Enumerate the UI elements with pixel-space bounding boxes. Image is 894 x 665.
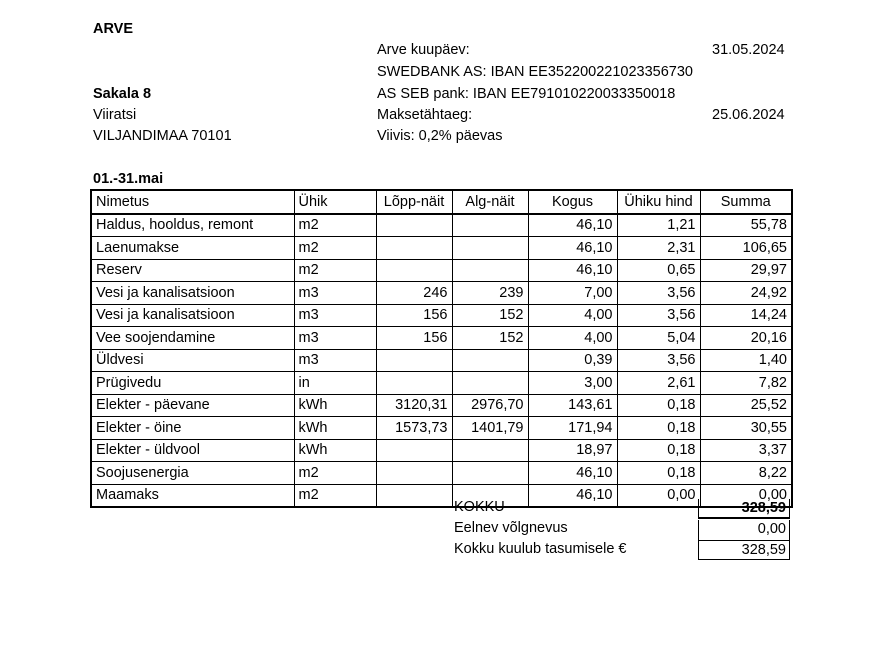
table-cell: 24,92	[700, 282, 792, 305]
table-cell	[376, 349, 452, 372]
table-cell: 0,39	[528, 349, 617, 372]
table-cell: 1,21	[617, 214, 700, 237]
table-cell: 29,97	[700, 259, 792, 282]
table-cell: 3,00	[528, 372, 617, 395]
table-cell: 0,00	[700, 484, 792, 507]
table-cell: Elekter - üldvool	[91, 439, 294, 462]
table-cell: 2,61	[617, 372, 700, 395]
table-cell: Haldus, hooldus, remont	[91, 214, 294, 237]
header-cell: Nimetus	[91, 190, 294, 214]
header-cell: Summa	[700, 190, 792, 214]
table-cell: 20,16	[700, 327, 792, 350]
table-header-row	[91, 190, 792, 214]
table-cell: m3	[294, 304, 376, 327]
table-cell: 5,04	[617, 327, 700, 350]
table-cell: 0,00	[617, 484, 700, 507]
table-cell: 2976,70	[452, 394, 528, 417]
invoice-date-label: Arve kuupäev:	[377, 42, 470, 58]
table-cell	[452, 349, 528, 372]
table-cell: m2	[294, 484, 376, 507]
table-cell: m2	[294, 214, 376, 237]
table-cell: kWh	[294, 417, 376, 440]
table-cell: m3	[294, 349, 376, 372]
table-cell: 1401,79	[452, 417, 528, 440]
table-cell	[376, 484, 452, 507]
table-cell: 8,22	[700, 462, 792, 485]
table-cell: Vesi ja kanalisatsioon	[91, 304, 294, 327]
table-cell: 4,00	[528, 304, 617, 327]
table-cell: 25,52	[700, 394, 792, 417]
table-cell: Reserv	[91, 259, 294, 282]
header-cell: Lõpp-näit	[376, 190, 452, 214]
total-value: 328,59	[698, 499, 790, 519]
table-cell: m2	[294, 237, 376, 260]
table-cell: 7,00	[528, 282, 617, 305]
table-cell: Maamaks	[91, 484, 294, 507]
table-cell: 143,61	[528, 394, 617, 417]
table-cell: 46,10	[528, 214, 617, 237]
table-cell: Laenumakse	[91, 237, 294, 260]
table-cell	[452, 462, 528, 485]
table-cell: 46,10	[528, 462, 617, 485]
table-cell: 152	[452, 327, 528, 350]
table-cell	[376, 439, 452, 462]
table-cell: 246	[376, 282, 452, 305]
table-cell: 1,40	[700, 349, 792, 372]
table-cell: 3,56	[617, 349, 700, 372]
invoice-table	[90, 189, 793, 508]
table-row	[91, 282, 792, 305]
header-cell: Kogus	[528, 190, 617, 214]
table-cell: 4,00	[528, 327, 617, 350]
previous-debt-value: 0,00	[698, 520, 790, 540]
address-city: Viiratsi	[93, 107, 137, 123]
table-row	[91, 237, 792, 260]
table-cell: Elekter - öine	[91, 417, 294, 440]
table-cell	[376, 259, 452, 282]
table-row	[91, 349, 792, 372]
table-cell: 1573,73	[376, 417, 452, 440]
bank-account-swedbank: SWEDBANK AS: IBAN EE352200221023356730	[377, 64, 693, 80]
table-row	[91, 259, 792, 282]
total-label: KOKKU	[454, 499, 505, 515]
table-row	[91, 304, 792, 327]
billing-period: 01.-31.mai	[93, 171, 164, 187]
table-cell: 0,18	[617, 394, 700, 417]
previous-debt-label: Eelnev võlgnevus	[454, 520, 568, 536]
table-cell: 3,56	[617, 304, 700, 327]
header-cell: Alg-näit	[452, 190, 528, 214]
header-cell: Ühiku hind	[617, 190, 700, 214]
table-cell: in	[294, 372, 376, 395]
address-street: Sakala 8	[93, 86, 152, 102]
table-cell: 30,55	[700, 417, 792, 440]
table-cell	[376, 237, 452, 260]
table-cell: m3	[294, 327, 376, 350]
invoice-title: ARVE	[93, 21, 134, 37]
table-cell: 0,18	[617, 462, 700, 485]
table-cell: 7,82	[700, 372, 792, 395]
table-cell: 2,31	[617, 237, 700, 260]
table-row	[91, 214, 792, 237]
table-cell: 18,97	[528, 439, 617, 462]
table-cell: Üldvesi	[91, 349, 294, 372]
due-date-value: 25.06.2024	[712, 107, 785, 123]
table-row	[91, 372, 792, 395]
payable-label: Kokku kuulub tasumisele €	[454, 541, 627, 557]
payable-value: 328,59	[698, 540, 790, 560]
table-row	[91, 394, 792, 417]
table-cell: m2	[294, 462, 376, 485]
table-cell	[376, 462, 452, 485]
invoice-date-value: 31.05.2024	[712, 42, 785, 58]
table-cell: Elekter - päevane	[91, 394, 294, 417]
table-row	[91, 439, 792, 462]
table-cell: 46,10	[528, 237, 617, 260]
table-cell: m2	[294, 259, 376, 282]
table-cell: Vesi ja kanalisatsioon	[91, 282, 294, 305]
table-cell	[376, 214, 452, 237]
table-cell: Vee soojendamine	[91, 327, 294, 350]
table-cell: 156	[376, 327, 452, 350]
table-cell: 156	[376, 304, 452, 327]
address-county: VILJANDIMAA 70101	[93, 128, 232, 144]
penalty-rate: Viivis: 0,2% päevas	[377, 128, 503, 144]
table-cell: kWh	[294, 394, 376, 417]
table-cell: 152	[452, 304, 528, 327]
bank-account-seb: AS SEB pank: IBAN EE791010220033350018	[377, 86, 676, 102]
table-cell	[452, 214, 528, 237]
table-cell: 239	[452, 282, 528, 305]
table-cell: 0,65	[617, 259, 700, 282]
table-cell	[376, 372, 452, 395]
table-row	[91, 327, 792, 350]
table-cell: Soojusenergia	[91, 462, 294, 485]
table-cell: 46,10	[528, 484, 617, 507]
table-cell: Prügivedu	[91, 372, 294, 395]
table-cell: kWh	[294, 439, 376, 462]
table-cell: 3,37	[700, 439, 792, 462]
table-cell: 0,18	[617, 417, 700, 440]
table-cell: 55,78	[700, 214, 792, 237]
table-cell: 106,65	[700, 237, 792, 260]
table-row	[91, 462, 792, 485]
table-cell: 14,24	[700, 304, 792, 327]
table-cell	[452, 372, 528, 395]
table-cell	[452, 237, 528, 260]
table-row	[91, 417, 792, 440]
table-cell: 0,18	[617, 439, 700, 462]
table-cell: 3120,31	[376, 394, 452, 417]
table-cell: m3	[294, 282, 376, 305]
table-cell: 171,94	[528, 417, 617, 440]
table-cell	[452, 439, 528, 462]
table-cell: 46,10	[528, 259, 617, 282]
due-date-label: Maksetähtaeg:	[377, 107, 473, 123]
table-cell: 3,56	[617, 282, 700, 305]
table-cell	[452, 259, 528, 282]
table-row	[91, 484, 792, 507]
header-cell: Ühik	[294, 190, 376, 214]
